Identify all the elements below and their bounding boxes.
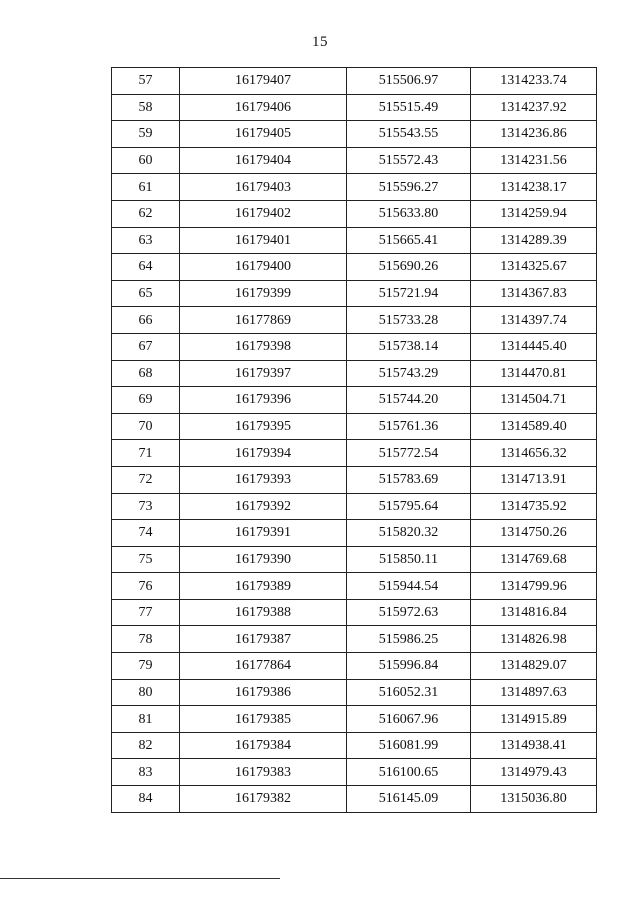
row-index-cell: 67 [112, 333, 180, 360]
table-row [112, 121, 597, 148]
y-coordinate-cell: 1314367.83 [471, 280, 597, 307]
table-row [112, 732, 597, 759]
table-row [112, 333, 597, 360]
row-index-cell: 63 [112, 227, 180, 254]
y-coordinate-cell: 1314713.91 [471, 466, 597, 493]
x-coordinate-cell: 515633.80 [347, 200, 471, 227]
x-coordinate-cell: 516081.99 [347, 732, 471, 759]
point-id-cell: 16179407 [180, 68, 347, 95]
x-coordinate-cell: 516100.65 [347, 759, 471, 786]
y-coordinate-cell: 1314915.89 [471, 706, 597, 733]
table-row [112, 94, 597, 121]
x-coordinate-cell: 515761.36 [347, 413, 471, 440]
row-index-cell: 77 [112, 599, 180, 626]
row-index-cell: 72 [112, 466, 180, 493]
point-id-cell: 16179387 [180, 626, 347, 653]
y-coordinate-cell: 1314799.96 [471, 573, 597, 600]
table-row [112, 307, 597, 334]
table-row [112, 440, 597, 467]
table-row [112, 626, 597, 653]
row-index-cell: 64 [112, 254, 180, 281]
point-id-cell: 16179397 [180, 360, 347, 387]
y-coordinate-cell: 1314397.74 [471, 307, 597, 334]
y-coordinate-cell: 1314938.41 [471, 732, 597, 759]
row-index-cell: 82 [112, 732, 180, 759]
y-coordinate-cell: 1314829.07 [471, 653, 597, 680]
point-id-cell: 16179399 [180, 280, 347, 307]
point-id-cell: 16179405 [180, 121, 347, 148]
point-id-cell: 16179392 [180, 493, 347, 520]
y-coordinate-cell: 1314750.26 [471, 520, 597, 547]
y-coordinate-cell: 1314504.71 [471, 387, 597, 414]
table-row [112, 280, 597, 307]
x-coordinate-cell: 515515.49 [347, 94, 471, 121]
table-row [112, 174, 597, 201]
x-coordinate-cell: 516145.09 [347, 786, 471, 813]
table-row [112, 546, 597, 573]
row-index-cell: 79 [112, 653, 180, 680]
table-row [112, 679, 597, 706]
table-row [112, 227, 597, 254]
point-id-cell: 16179389 [180, 573, 347, 600]
x-coordinate-cell: 515795.64 [347, 493, 471, 520]
y-coordinate-cell: 1314236.86 [471, 121, 597, 148]
row-index-cell: 61 [112, 174, 180, 201]
x-coordinate-cell: 515733.28 [347, 307, 471, 334]
row-index-cell: 84 [112, 786, 180, 813]
point-id-cell: 16179385 [180, 706, 347, 733]
point-id-cell: 16179383 [180, 759, 347, 786]
table-row [112, 200, 597, 227]
table-row [112, 68, 597, 95]
row-index-cell: 66 [112, 307, 180, 334]
row-index-cell: 69 [112, 387, 180, 414]
row-index-cell: 70 [112, 413, 180, 440]
table-row [112, 573, 597, 600]
row-index-cell: 71 [112, 440, 180, 467]
y-coordinate-cell: 1314231.56 [471, 147, 597, 174]
point-id-cell: 16179382 [180, 786, 347, 813]
y-coordinate-cell: 1314325.67 [471, 254, 597, 281]
point-id-cell: 16179386 [180, 679, 347, 706]
table-row [112, 786, 597, 813]
point-id-cell: 16179388 [180, 599, 347, 626]
table-row [112, 147, 597, 174]
point-id-cell: 16177864 [180, 653, 347, 680]
x-coordinate-cell: 515820.32 [347, 520, 471, 547]
x-coordinate-cell: 515543.55 [347, 121, 471, 148]
table-row [112, 466, 597, 493]
x-coordinate-cell: 515596.27 [347, 174, 471, 201]
y-coordinate-cell: 1314233.74 [471, 68, 597, 95]
row-index-cell: 62 [112, 200, 180, 227]
y-coordinate-cell: 1314237.92 [471, 94, 597, 121]
point-id-cell: 16179390 [180, 546, 347, 573]
point-id-cell: 16179400 [180, 254, 347, 281]
table-row [112, 493, 597, 520]
table-row [112, 706, 597, 733]
x-coordinate-cell: 515690.26 [347, 254, 471, 281]
coordinates-table-body [112, 68, 597, 813]
point-id-cell: 16179403 [180, 174, 347, 201]
point-id-cell: 16179394 [180, 440, 347, 467]
point-id-cell: 16177869 [180, 307, 347, 334]
row-index-cell: 83 [112, 759, 180, 786]
footnote-divider [0, 878, 280, 879]
row-index-cell: 58 [112, 94, 180, 121]
y-coordinate-cell: 1314769.68 [471, 546, 597, 573]
y-coordinate-cell: 1314238.17 [471, 174, 597, 201]
y-coordinate-cell: 1314826.98 [471, 626, 597, 653]
x-coordinate-cell: 515506.97 [347, 68, 471, 95]
y-coordinate-cell: 1314979.43 [471, 759, 597, 786]
row-index-cell: 78 [112, 626, 180, 653]
x-coordinate-cell: 515986.25 [347, 626, 471, 653]
point-id-cell: 16179393 [180, 466, 347, 493]
x-coordinate-cell: 515783.69 [347, 466, 471, 493]
x-coordinate-cell: 516067.96 [347, 706, 471, 733]
row-index-cell: 68 [112, 360, 180, 387]
table-row [112, 254, 597, 281]
table-row [112, 360, 597, 387]
x-coordinate-cell: 515721.94 [347, 280, 471, 307]
row-index-cell: 74 [112, 520, 180, 547]
point-id-cell: 16179395 [180, 413, 347, 440]
row-index-cell: 73 [112, 493, 180, 520]
row-index-cell: 65 [112, 280, 180, 307]
point-id-cell: 16179404 [180, 147, 347, 174]
x-coordinate-cell: 515772.54 [347, 440, 471, 467]
y-coordinate-cell: 1314289.39 [471, 227, 597, 254]
x-coordinate-cell: 515743.29 [347, 360, 471, 387]
page-number: 15 [312, 34, 328, 50]
table-row [112, 653, 597, 680]
coordinates-table [111, 67, 597, 813]
point-id-cell: 16179384 [180, 732, 347, 759]
point-id-cell: 16179406 [180, 94, 347, 121]
row-index-cell: 80 [112, 679, 180, 706]
x-coordinate-cell: 515972.63 [347, 599, 471, 626]
table-row [112, 520, 597, 547]
table-row [112, 387, 597, 414]
row-index-cell: 75 [112, 546, 180, 573]
y-coordinate-cell: 1314816.84 [471, 599, 597, 626]
y-coordinate-cell: 1314470.81 [471, 360, 597, 387]
y-coordinate-cell: 1314735.92 [471, 493, 597, 520]
row-index-cell: 57 [112, 68, 180, 95]
x-coordinate-cell: 516052.31 [347, 679, 471, 706]
y-coordinate-cell: 1314445.40 [471, 333, 597, 360]
row-index-cell: 76 [112, 573, 180, 600]
x-coordinate-cell: 515738.14 [347, 333, 471, 360]
x-coordinate-cell: 515744.20 [347, 387, 471, 414]
x-coordinate-cell: 515665.41 [347, 227, 471, 254]
table-row [112, 759, 597, 786]
table-row [112, 413, 597, 440]
point-id-cell: 16179398 [180, 333, 347, 360]
x-coordinate-cell: 515850.11 [347, 546, 471, 573]
y-coordinate-cell: 1314259.94 [471, 200, 597, 227]
point-id-cell: 16179396 [180, 387, 347, 414]
y-coordinate-cell: 1314897.63 [471, 679, 597, 706]
row-index-cell: 60 [112, 147, 180, 174]
y-coordinate-cell: 1314589.40 [471, 413, 597, 440]
row-index-cell: 81 [112, 706, 180, 733]
point-id-cell: 16179402 [180, 200, 347, 227]
point-id-cell: 16179401 [180, 227, 347, 254]
table-row [112, 599, 597, 626]
point-id-cell: 16179391 [180, 520, 347, 547]
y-coordinate-cell: 1314656.32 [471, 440, 597, 467]
x-coordinate-cell: 515996.84 [347, 653, 471, 680]
x-coordinate-cell: 515572.43 [347, 147, 471, 174]
y-coordinate-cell: 1315036.80 [471, 786, 597, 813]
row-index-cell: 59 [112, 121, 180, 148]
x-coordinate-cell: 515944.54 [347, 573, 471, 600]
